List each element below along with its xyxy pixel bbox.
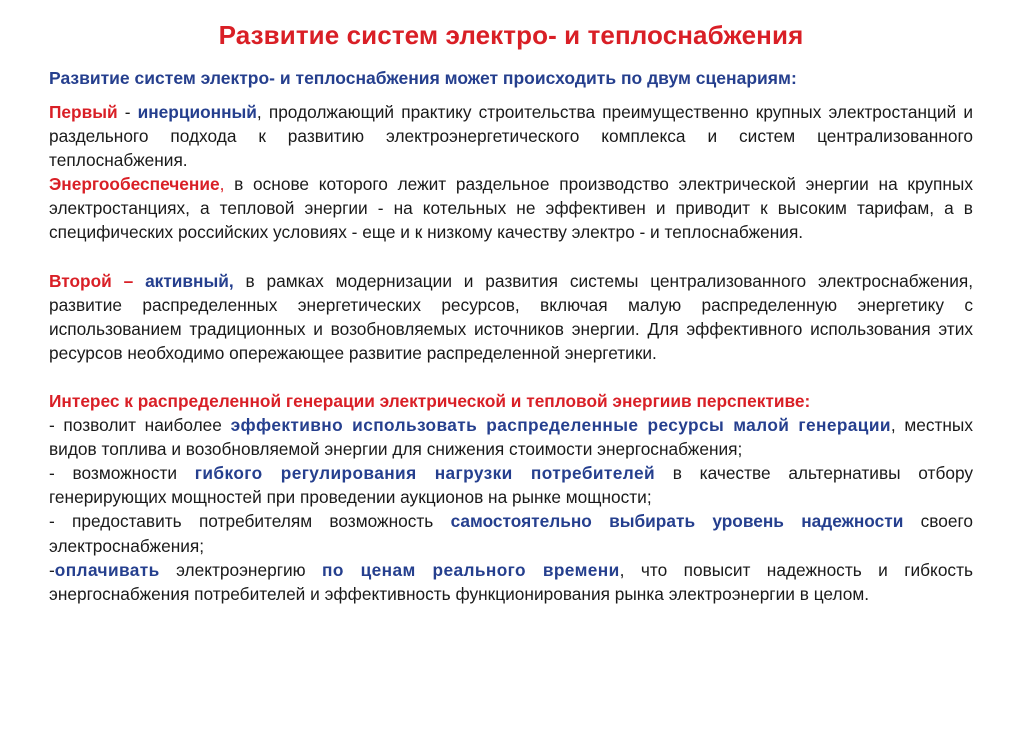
item-pre: - возможности <box>49 463 195 484</box>
slide-title: Развитие систем электро- и теплоснабжения <box>218 20 804 50</box>
item-mid: электроэнергию <box>159 559 323 580</box>
item-pre: - <box>49 559 55 580</box>
energy-label: Энергообеспечение <box>49 174 220 195</box>
energy-comma: , <box>219 174 225 195</box>
list-item <box>49 461 973 509</box>
list-item <box>49 558 973 606</box>
item-post: в качестве альтернативы отбору генерирующих мощностей при проведении аукционов на рынке мощности; <box>49 463 974 508</box>
second-label: Второй <box>49 270 112 291</box>
item-highlight: эффективно использовать распределенные ресурсы малой генерации <box>230 415 891 436</box>
item-highlight: оплачивать <box>54 559 160 580</box>
paragraph-energy-supply <box>49 172 973 244</box>
first-dash: - <box>117 102 138 122</box>
second-type: активный, <box>145 270 234 291</box>
first-label: Первый <box>49 102 118 122</box>
item-post: , что повысит надежность и гибкость энергоснабжения потребителей и эффективность функционирования рынка электроэнергии в целом. <box>49 559 973 604</box>
paragraph-second-scenario <box>49 269 973 365</box>
subtitle: Развитие систем электро- и теплоснабжения может происходить по двум сценариям: <box>49 68 797 88</box>
item-highlight: гибкого регулирования нагрузки потребителей <box>194 463 655 484</box>
item-highlight-2: по ценам реального времени <box>322 559 620 580</box>
first-text: , продолжающий практику строительства преимущественно крупных электростанций и раздельного подхода к развитию электроэнергетического комплекса и систем централизованного теплоснабжения. <box>49 102 973 171</box>
item-pre: - предоставить потребителям возможность <box>49 511 451 532</box>
interest-heading: Интерес к распределенной генерации электрической и тепловой энергиив перспективе: <box>49 390 811 411</box>
first-type: инерционный <box>137 102 257 122</box>
item-post: своего электроснабжения; <box>49 511 974 556</box>
item-post: , местных видов топлива и возобновляемой энергии для снижения стоимости энергоснабжения; <box>49 415 973 460</box>
item-pre: - позволит наиболее <box>49 415 231 436</box>
list-item <box>49 413 973 461</box>
energy-text: в основе которого лежит раздельное производство электрической энергии на крупных электростанциях, а тепловой энергии - на котельных не эффективен и приводит к высоким тарифам, а в специфических российских условиях - еще и к низкому качеству электро - и теплоснабжения. <box>49 174 973 243</box>
second-dash: – <box>111 270 146 291</box>
paragraph-first-scenario <box>49 100 973 172</box>
list-item <box>49 509 973 557</box>
item-highlight: самостоятельно выбирать уровень надежности <box>450 511 904 532</box>
second-text: в рамках модернизации и развития системы централизованного электроснабжения, развитие распределенных энергетических ресурсов, включая малую распределенную энергетику с использованием традиционных и возобновляемых источников энергии. Для эффективного использования этих ресурсов необходимо опережающее развитие распределенной энергетики. <box>49 270 974 363</box>
